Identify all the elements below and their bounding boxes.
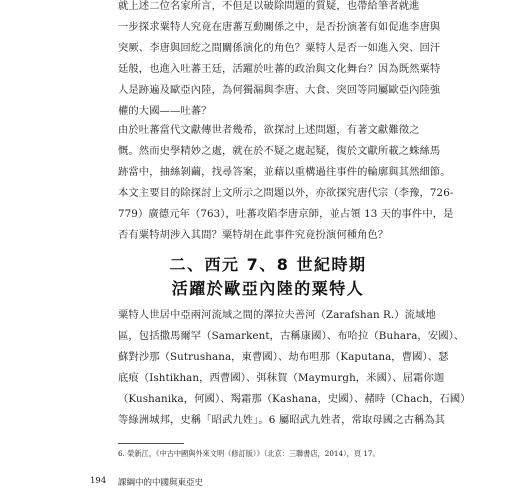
paragraph-3-body — [118, 305, 471, 431]
text-line: 底痕（Ishtikhan，西曹國）、弭秣賀（Maymurgh，米國）、屈霜你迦 — [118, 372, 445, 384]
text-line: 突厥、李唐與回紇之間關係演化的角色？粟特人是否一如進入突、回汗 — [118, 42, 441, 54]
text-line: 就上述二位名家所言，不但足以破除問題的質疑，也帶給筆者就進 — [118, 0, 420, 12]
text-line: 由於吐蕃當代文獻傳世者幾希，欲探討上述問題，有著文獻難徵之 — [118, 124, 420, 136]
running-title: 課綱中的中國與東亞史 — [118, 478, 204, 488]
text-line: 慨。然而史學精妙之處，就在於不疑之處起疑，復於文獻所載之蛛絲馬 — [118, 145, 441, 157]
text-line: 779）廣德元年（763），吐蕃攻陷李唐京師，並占領 13 天的事件中，是 — [118, 208, 454, 220]
paragraph-2 — [118, 120, 454, 246]
text-line: 一步探求粟特人究竟在唐蕃互動關係之中，是否扮演著有如促進李唐與 — [118, 21, 441, 33]
page-number: 194 — [90, 476, 107, 486]
text-line: 粟特人世居中亞兩河流域之間的澤拉夫善河（Zarafshan R.）流域地 — [118, 309, 436, 321]
text-line: 蘇對沙那（Sutrushana，東曹國）、劫布呾那（Kaputana，曹國）、瑟 — [118, 351, 449, 363]
section-heading-line-1: 二、西元 7、8 世紀時期 — [169, 255, 367, 274]
text-line: 跡當中，抽絲剝繭，找尋答案，並藉以重構過往事件的輪廓與其然細節。 — [118, 166, 451, 178]
footnote: 6. 榮新江，《中古中國與外來文明（修訂版）》（北京：三聯書店，2014），頁 17。 — [118, 449, 380, 458]
paragraph-1-body — [118, 0, 441, 122]
paragraph-2-body — [118, 120, 454, 246]
text-line: （Kushanika，何國）、羯霜那（Kashana，史國）、赭時（Chach，石國） — [118, 393, 471, 405]
section-heading-line-2: 活躍於歐亞內陸的粟特人 — [171, 279, 365, 298]
footnote-divider — [118, 443, 184, 444]
section-heading — [118, 253, 418, 301]
text-line: 否有粟特胡涉入其間？粟特胡在此事件究竟扮演何種角色？ — [118, 229, 389, 241]
paragraph-3 — [118, 305, 471, 431]
text-line: 等綠洲城邦，史稱「昭武九姓」。6 屬昭武九姓者，常取母國之古稱為其 — [118, 414, 446, 426]
text-line: 權的大國——吐蕃？ — [118, 105, 212, 117]
paragraph-1 — [118, 0, 441, 122]
text-line: 廷般，也進入吐蕃王廷，活躍於吐蕃的政治與文化舞台？因為既然粟特 — [118, 63, 441, 75]
text-line: 區，包括撒馬爾罕（Samarkent，古稱康國）、布哈拉（Buhara，安國）、 — [118, 330, 465, 342]
text-line: 人是跡遍及歐亞內陸，為何獨漏與李唐、大食、突回等同屬歐亞內陸強 — [118, 84, 441, 96]
text-line: 本文主要目的除探討上文所示之問題以外，亦欲探究唐代宗（李豫，726- — [118, 187, 454, 199]
